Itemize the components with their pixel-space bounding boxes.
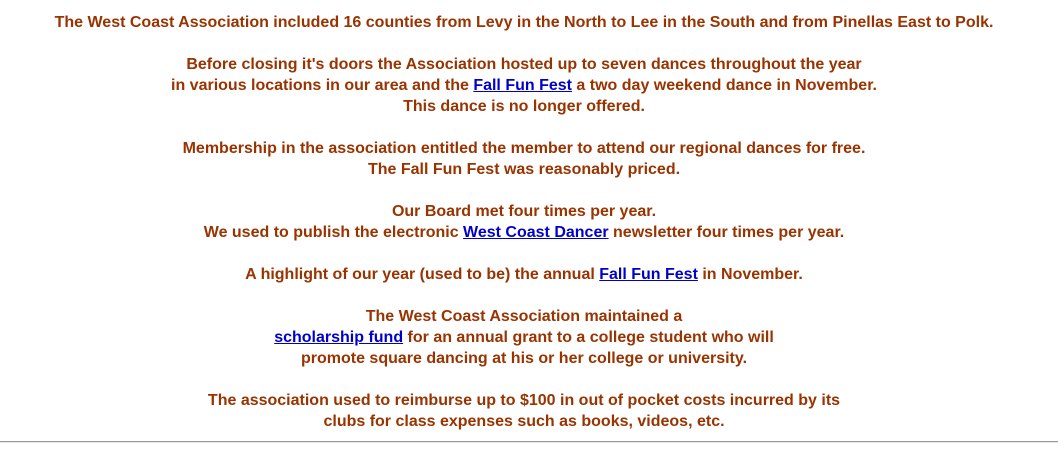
dances-paragraph <box>0 54 1048 117</box>
class-expenses-text: clubs for class expenses such as books, videos, etc. <box>323 413 725 430</box>
newsletter-line <box>0 222 1048 243</box>
horizontal-divider <box>0 441 1058 443</box>
highlight-line <box>0 264 1048 285</box>
association-info <box>0 12 1048 432</box>
dances-locations-line <box>0 75 1048 96</box>
fall-fun-fest-link[interactable]: Fall Fun Fest <box>473 77 572 94</box>
reimburse-paragraph <box>0 390 1048 432</box>
weekend-dance-text: a two day weekend dance in November. <box>571 77 877 94</box>
pricing-text: The Fall Fun Fest was reasonably priced. <box>367 161 681 178</box>
board-paragraph <box>0 201 1048 243</box>
highlight-paragraph <box>0 264 1048 285</box>
counties-text: The West Coast Association included 16 counties from Levy in the North to Lee in the South and from Pinellas East to Polk. <box>54 14 994 31</box>
highlight-pre-text: A highlight of our year (used to be) the annual <box>245 266 600 283</box>
dances-text: Before closing it's doors the Association hosted up to seven dances throughout the year <box>186 56 862 73</box>
dances-locations-text: in various locations in our area and the <box>171 77 474 94</box>
fall-fun-fest-link-2[interactable]: Fall Fun Fest <box>599 266 698 283</box>
scholarship-intro-text: The West Coast Association maintained a <box>365 308 683 325</box>
newsletter-pre-text: We used to publish the electronic <box>203 224 464 241</box>
board-text: Our Board met four times per year. <box>391 203 657 220</box>
membership-paragraph <box>0 138 1048 180</box>
no-longer-offered-text: This dance is no longer offered. <box>403 98 645 115</box>
scholarship-grant-text: for an annual grant to a college student who will <box>403 329 774 346</box>
west-coast-dancer-link[interactable]: West Coast Dancer <box>463 224 609 241</box>
membership-text: Membership in the association entitled the member to attend our regional dances for free. <box>182 140 866 157</box>
scholarship-fund-link[interactable]: scholarship fund <box>274 329 404 346</box>
scholarship-promote-text: promote square dancing at his or her college or university. <box>300 350 748 367</box>
counties-paragraph <box>0 12 1048 33</box>
scholarship-line <box>0 327 1048 348</box>
highlight-post-text: in November. <box>697 266 803 283</box>
newsletter-post-text: newsletter four times per year. <box>608 224 845 241</box>
reimburse-text: The association used to reimburse up to $100 in out of pocket costs incurred by its <box>207 392 841 409</box>
scholarship-paragraph <box>0 306 1048 369</box>
